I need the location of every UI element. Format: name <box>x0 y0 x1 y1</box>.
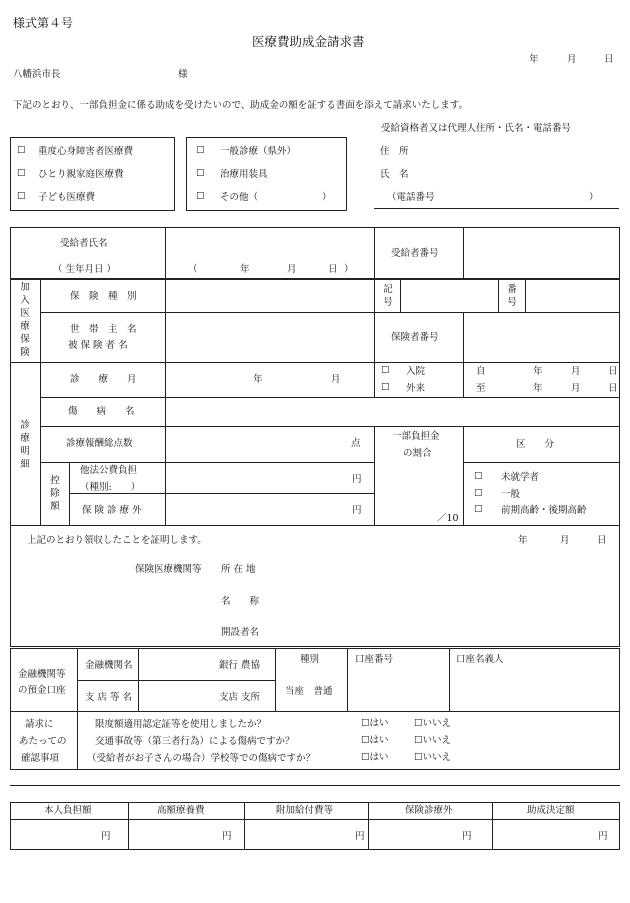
bank-suffix: 銀行 農協 <box>219 660 261 671</box>
question-traffic-accident: 交通事故等（第三者行為）による傷病ですか？ <box>95 736 295 747</box>
insurer-number-label: 保険者番号 <box>391 332 439 343</box>
founder-label: 開設者名 <box>221 627 260 638</box>
divider <box>10 525 620 526</box>
no-checkbox[interactable]: ☐いいえ <box>414 752 452 763</box>
divider <box>400 278 401 312</box>
divider <box>463 312 464 362</box>
divider <box>165 227 166 278</box>
institution-name-label: 名 称 <box>221 596 260 607</box>
divider <box>374 362 375 397</box>
checkbox[interactable]: ☐ <box>196 191 205 202</box>
no-checkbox[interactable]: ☐いいえ <box>414 718 452 729</box>
institution-label: 保険医療機関等 <box>135 564 202 575</box>
checkbox[interactable]: ☐ <box>474 471 483 482</box>
ratio-label-1: 一部負担金 <box>392 431 440 442</box>
yen-unit: 円 <box>352 505 362 516</box>
intro-text: 下記のとおり、一部負担金に係る助成を受けたいので、助成金の額を証する書面を添えて請求いたします。 <box>13 100 469 111</box>
insurance-type-label: 保 険 種 別 <box>70 291 137 302</box>
applicant-phone-close: ） <box>589 192 599 203</box>
account-kind-values: 当座 普通 <box>285 686 333 697</box>
divider <box>463 426 464 525</box>
type-other: その他（ <box>220 192 259 203</box>
bank-label-1: 金融機関等 <box>18 669 66 680</box>
summary-yen: 円 <box>462 831 472 842</box>
type-general-outside: 一般診療（県外） <box>220 146 297 157</box>
date-day: 日 <box>604 54 614 65</box>
recipient-name-label: 受給者氏名 <box>60 238 108 249</box>
type-severe-disability: 重度心身障害者医療費 <box>38 146 134 157</box>
inpatient-label: 入院 <box>406 366 426 377</box>
to-year: 年 <box>533 383 543 394</box>
divider <box>463 362 464 397</box>
bank-label-2: の預金口座 <box>18 685 66 696</box>
checkbox[interactable]: ☐ <box>17 168 26 179</box>
summary-header-outside: 保険診療外 <box>405 805 453 816</box>
divider <box>40 312 620 313</box>
checkbox[interactable]: ☐ <box>17 191 26 202</box>
mayor-label: 八幡浜市長 <box>13 69 61 80</box>
to-label: 至 <box>476 383 486 394</box>
yen-unit: 円 <box>352 474 362 485</box>
divider <box>374 426 375 525</box>
public-expense-label: 他法公費負担 <box>80 465 138 476</box>
birth-month: 月 <box>287 264 297 275</box>
divider <box>449 648 450 712</box>
applicant-phone-label: （電話番号 <box>387 192 435 203</box>
applicant-name-label: 氏 名 <box>380 169 409 180</box>
bangou-label: 番号 <box>507 284 517 308</box>
cert-year: 年 <box>518 535 528 546</box>
category-general: 一般 <box>501 489 521 500</box>
birth-close: ） <box>344 264 354 275</box>
confirm-label-1: 請求に <box>25 719 54 730</box>
recipient-birth-label: （ 生年月日 ） <box>53 264 117 275</box>
divider <box>10 278 620 280</box>
insurance-section-label: 加入医療保険 <box>20 282 30 358</box>
question-limit-cert: 限度額適用認定証等を使用しましたか？ <box>95 719 267 730</box>
from-month: 月 <box>571 366 581 377</box>
type-single-parent: ひとり親家庭医療費 <box>38 169 124 180</box>
from-label: 自 <box>476 366 486 377</box>
confirm-label-3: 確認事項 <box>21 753 60 764</box>
applicant-caption: 受給資格者又は代理人住所・氏名・電話番号 <box>381 123 572 134</box>
outpatient-label: 外来 <box>406 383 426 394</box>
checkbox[interactable]: ☐ <box>196 145 205 156</box>
insured-person-label: 被 保 険 者 名 <box>68 340 128 351</box>
yes-checkbox[interactable]: ☐はい <box>361 752 389 763</box>
date-month: 月 <box>567 54 577 65</box>
category-elderly: 前期高齢・後期高齢 <box>501 505 587 516</box>
public-expense-kind: （種別: ） <box>80 482 141 493</box>
mayor-honorific: 様 <box>178 69 188 80</box>
account-number-label: 口座番号 <box>355 654 394 665</box>
divider <box>10 819 620 820</box>
treatment-month-label: 診 療 月 <box>70 374 137 385</box>
checkbox[interactable]: ☐ <box>196 168 205 179</box>
divider <box>165 278 166 525</box>
summary-header-additional: 附加給付費等 <box>276 805 334 816</box>
divider <box>40 462 375 463</box>
category-label: 区 分 <box>516 439 555 450</box>
account-holder-label: 口座名義人 <box>456 654 504 665</box>
points-unit: 点 <box>351 438 361 449</box>
divider <box>40 278 41 525</box>
confirm-label-2: あたっての <box>19 736 67 747</box>
checkbox[interactable]: ☐ <box>381 382 390 393</box>
recipient-number-label: 受給者番号 <box>391 248 439 259</box>
location-label: 所 在 地 <box>221 564 256 575</box>
cert-day: 日 <box>597 535 607 546</box>
divider <box>244 802 245 850</box>
divider <box>347 648 348 712</box>
divider <box>69 493 375 494</box>
question-school-injury: （受給者がお子さんの場合）学校等での傷病ですか？ <box>87 753 316 764</box>
to-day: 日 <box>608 383 618 394</box>
birth-day: 日 <box>328 264 338 275</box>
total-points-label: 診療報酬総点数 <box>66 438 133 449</box>
divider <box>69 462 70 525</box>
summary-yen: 円 <box>355 831 365 842</box>
cert-text: 上記のとおり領収したことを証明します。 <box>27 535 207 546</box>
no-checkbox[interactable]: ☐いいえ <box>414 735 452 746</box>
account-kind-label: 種別 <box>300 654 320 665</box>
treatment-year: 年 <box>253 374 263 385</box>
household-head-label: 世 帯 主 名 <box>70 324 137 335</box>
divider <box>77 680 275 681</box>
divider <box>374 227 375 278</box>
disease-name-label: 傷 病 名 <box>68 406 135 417</box>
type-appliance: 治療用装具 <box>220 169 268 180</box>
date-year: 年 <box>529 54 539 65</box>
separator-line <box>10 785 620 786</box>
checkbox[interactable]: ☐ <box>474 504 483 515</box>
from-year: 年 <box>533 366 543 377</box>
divider <box>275 648 276 712</box>
main-table <box>10 227 620 647</box>
type-other-close: ） <box>322 192 332 203</box>
checkbox[interactable]: ☐ <box>381 365 390 376</box>
applicant-underline <box>374 208 619 209</box>
detail-section-label: 診療明細 <box>20 420 30 470</box>
divider <box>492 802 493 850</box>
outside-insurance-label: 保 険 診 療 外 <box>82 505 142 516</box>
divider <box>374 278 375 362</box>
deduction-label: 控除額 <box>50 475 60 512</box>
divider <box>77 712 78 770</box>
summary-header-self-pay: 本人負担額 <box>44 805 92 816</box>
summary-yen: 円 <box>101 831 111 842</box>
category-preschool: 未就学者 <box>501 472 540 483</box>
treatment-month: 月 <box>331 374 341 385</box>
birth-year: 年 <box>240 264 250 275</box>
ratio-label-2: の割合 <box>403 448 432 459</box>
checkbox[interactable]: ☐ <box>474 488 483 499</box>
to-month: 月 <box>571 383 581 394</box>
divider <box>525 278 526 312</box>
applicant-address-label: 住 所 <box>380 146 409 157</box>
divider <box>40 426 620 427</box>
yes-checkbox[interactable]: ☐はい <box>361 735 389 746</box>
form-number: 様式第４号 <box>13 16 74 30</box>
divider <box>40 397 620 398</box>
divider <box>368 802 369 850</box>
bank-name-label: 金融機関名 <box>85 660 133 671</box>
divider <box>463 462 620 463</box>
cert-month: 月 <box>560 535 570 546</box>
branch-suffix: 支店 支所 <box>219 692 261 703</box>
divider <box>10 362 620 363</box>
from-day: 日 <box>608 366 618 377</box>
divider <box>498 278 499 312</box>
summary-header-decided: 助成決定額 <box>527 805 575 816</box>
type-child: 子ども医療費 <box>38 192 96 203</box>
divider <box>463 227 464 278</box>
branch-label: 支 店 等 名 <box>85 692 133 703</box>
birth-open: （ <box>188 264 198 275</box>
yes-checkbox[interactable]: ☐はい <box>361 718 389 729</box>
summary-yen: 円 <box>598 831 608 842</box>
ratio-unit: ／10 <box>437 513 459 524</box>
summary-header-high-cost: 高額療養費 <box>157 805 205 816</box>
kigou-label: 記号 <box>383 284 393 308</box>
checkbox[interactable]: ☐ <box>17 145 26 156</box>
divider <box>128 802 129 850</box>
page-title: 医療費助成金請求書 <box>252 34 365 49</box>
summary-yen: 円 <box>222 831 232 842</box>
